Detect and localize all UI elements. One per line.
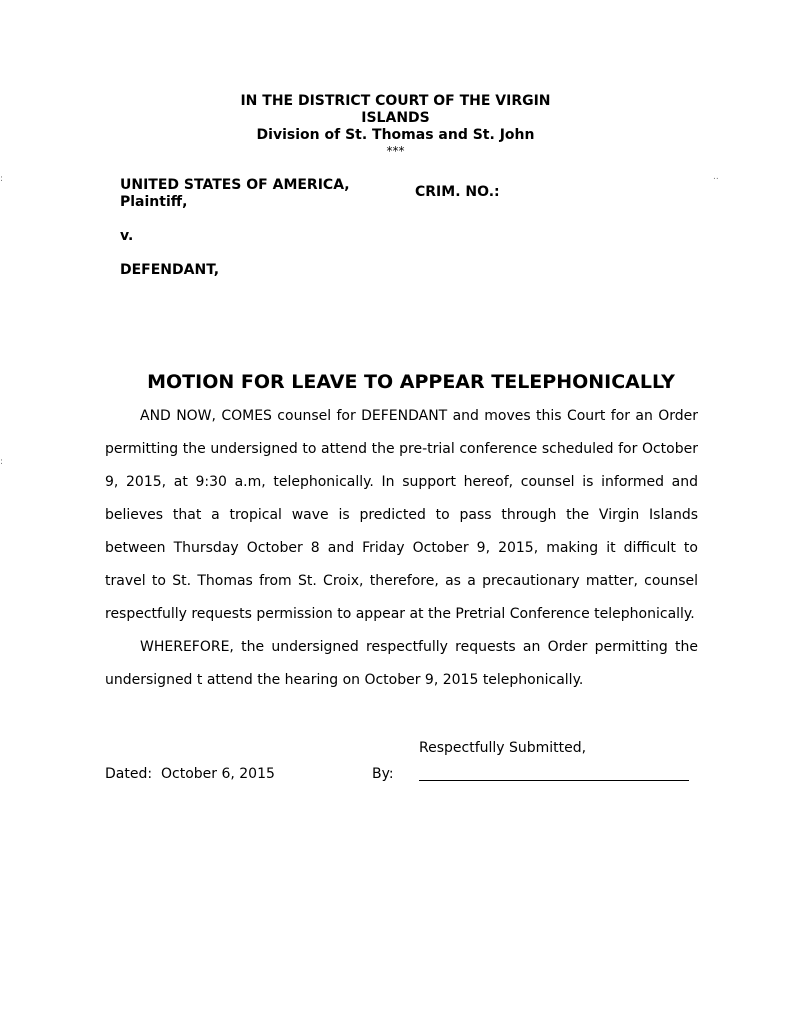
margin-mark-icon: : [0, 174, 4, 184]
motion-body [105, 400, 698, 697]
motion-paragraph-2: WHEREFORE, the undersigned respectfully requests an Order permitting the undersigned t attend the hearing on October 9, 2015 telephonically. [105, 639, 698, 688]
court-name-line-1: IN THE DISTRICT COURT OF THE VIRGIN [240, 93, 551, 109]
plaintiff-name: UNITED STATES OF AMERICA, [120, 177, 350, 193]
dated-label: Dated: [105, 766, 153, 782]
dated-line [105, 766, 275, 783]
motion-paragraph-1: AND NOW, COMES counsel for DEFENDANT and moves this Court for an Order permitting the undersigned to attend the pre-trial conference scheduled for October 9, 2015, at 9:30 a.m, telephonically. In support hereof, counsel is informed and believes that a tropical wave is predicted to pass through the Virgin Islands between Thursday October 8 and Friday October 9, 2015, making it difficult to travel to St. Thomas from St. Croix, therefore, as a precautionary matter, counsel respectfully requests permission to appear at the Pretrial Conference telephonically. [105, 408, 698, 622]
margin-mark-icon: : [0, 457, 4, 467]
plaintiff-role: Plaintiff, [120, 194, 188, 210]
court-division: Division of St. Thomas and St. John [256, 127, 535, 143]
court-name-line-2: ISLANDS [361, 110, 430, 126]
heading-separator: *** [386, 144, 405, 158]
defendant-name: DEFENDANT, [120, 262, 220, 278]
case-caption [120, 177, 350, 279]
versus-label: v. [120, 228, 134, 244]
motion-title: MOTION FOR LEAVE TO APPEAR TELEPHONICALLY [147, 371, 675, 393]
signature-line [419, 780, 689, 781]
dated-value: October 6, 2015 [160, 766, 275, 782]
crim-no-label: CRIM. NO.: [415, 184, 500, 200]
court-heading [0, 93, 791, 159]
by-label: By: [372, 766, 394, 782]
margin-mark-icon: .. [713, 172, 719, 182]
closing-text: Respectfully Submitted, [419, 740, 587, 756]
